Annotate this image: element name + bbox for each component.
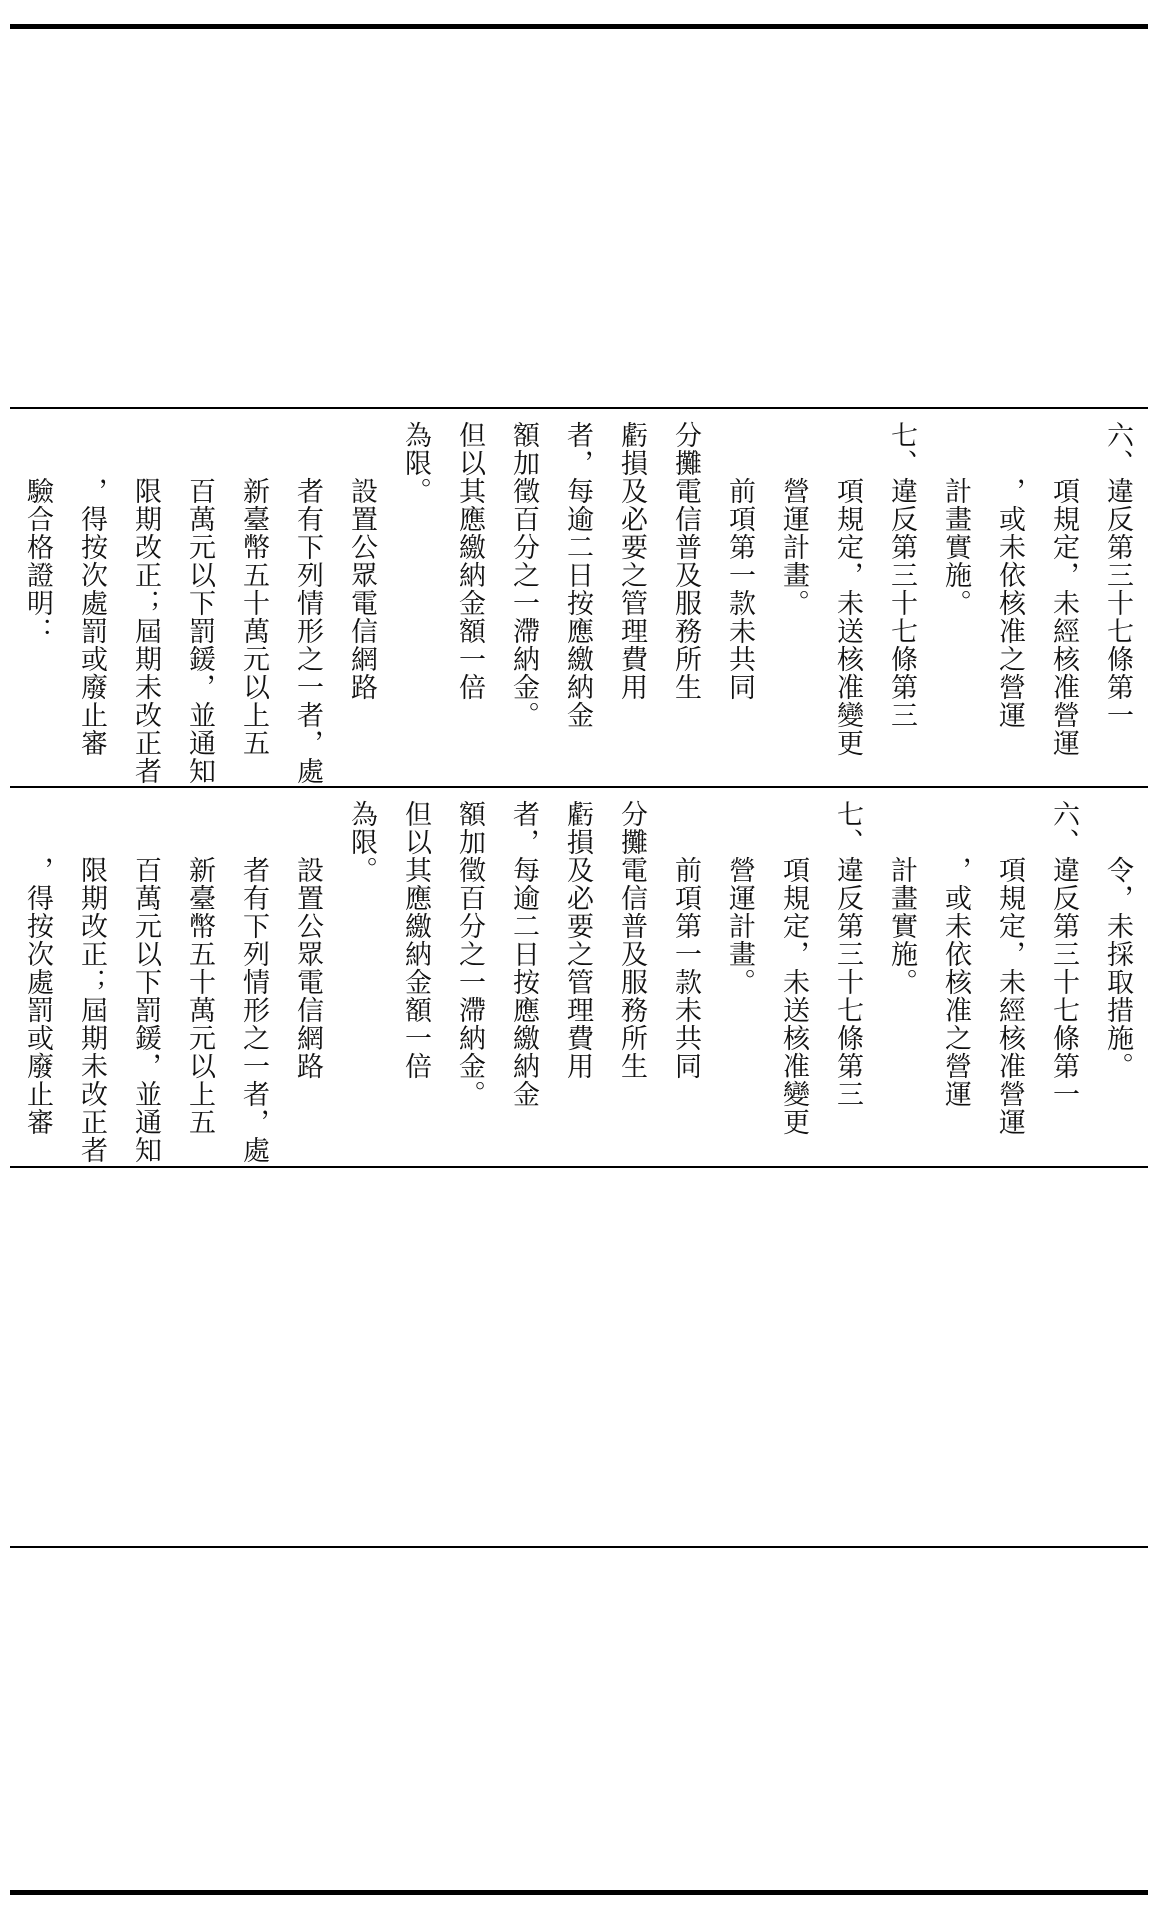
text-line: 六、違反第三十七條第一 [1102, 421, 1133, 729]
top-border [10, 24, 1148, 29]
text-line: 項規定，未經核准營運 [994, 800, 1025, 1136]
text-line: 額加徵百分之一滯納金。 [508, 421, 539, 729]
text-line: 項規定，未送核准變更 [778, 800, 809, 1136]
text-line: 限期改正；屆期未改正者 [76, 800, 107, 1164]
text-line: 者有下列情形之一者，處 [292, 421, 323, 785]
text-line: 百萬元以下罰鍰，並通知 [184, 421, 215, 785]
bottom-border [10, 1890, 1148, 1895]
text-line: 營運計畫。 [724, 800, 755, 996]
text-line: ，或未依核准之營運 [994, 421, 1025, 729]
text-line: 前項第一款未共同 [724, 421, 755, 701]
text-line: 項規定，未送核准變更 [832, 421, 863, 757]
text-line: 新臺幣五十萬元以上五 [238, 421, 269, 757]
text-line: 六、違反第三十七條第一 [1048, 800, 1079, 1108]
amended-text-column [10, 409, 1148, 785]
text-line: 但以其應繳納金額一倍 [454, 421, 485, 701]
text-line: 百萬元以下罰鍰，並通知 [130, 800, 161, 1164]
text-line: 設置公眾電信網路 [292, 800, 323, 1080]
text-line: 虧損及必要之管理費用 [616, 421, 647, 701]
text-line: 者，每逾二日按應繳納金 [562, 421, 593, 729]
text-line: 為限。 [400, 421, 431, 505]
text-line: 為限。 [346, 800, 377, 884]
text-line: 者，每逾二日按應繳納金 [508, 800, 539, 1108]
text-line: 驗合格證明： [22, 421, 53, 645]
text-line: ，得按次處罰或廢止審 [22, 800, 53, 1136]
text-line: 分攤電信普及服務所生 [670, 421, 701, 701]
text-line: ，或未依核准之營運 [940, 800, 971, 1108]
text-line: 額加徵百分之一滯納金。 [454, 800, 485, 1108]
section-divider-3 [10, 1166, 1148, 1168]
text-line: 計畫實施。 [886, 800, 917, 996]
text-line: 七、違反第三十七條第三 [832, 800, 863, 1108]
current-text-column [10, 788, 1148, 1164]
text-line: 分攤電信普及服務所生 [616, 800, 647, 1080]
text-line: 限期改正；屆期未改正者 [130, 421, 161, 785]
text-line: 新臺幣五十萬元以上五 [184, 800, 215, 1136]
section-divider-4 [10, 1546, 1148, 1548]
text-line: 項規定，未經核准營運 [1048, 421, 1079, 757]
text-line: 虧損及必要之管理費用 [562, 800, 593, 1080]
text-line: 但以其應繳納金額一倍 [400, 800, 431, 1080]
text-line: ，得按次處罰或廢止審 [76, 421, 107, 757]
text-line: 計畫實施。 [940, 421, 971, 617]
amended-text-body [10, 409, 1148, 785]
text-line: 前項第一款未共同 [670, 800, 701, 1080]
text-line: 營運計畫。 [778, 421, 809, 617]
text-line: 令，未採取措施。 [1102, 800, 1133, 1080]
current-text-body [10, 788, 1148, 1164]
text-line: 者有下列情形之一者，處 [238, 800, 269, 1164]
text-line: 設置公眾電信網路 [346, 421, 377, 701]
text-line: 七、違反第三十七條第三 [886, 421, 917, 729]
